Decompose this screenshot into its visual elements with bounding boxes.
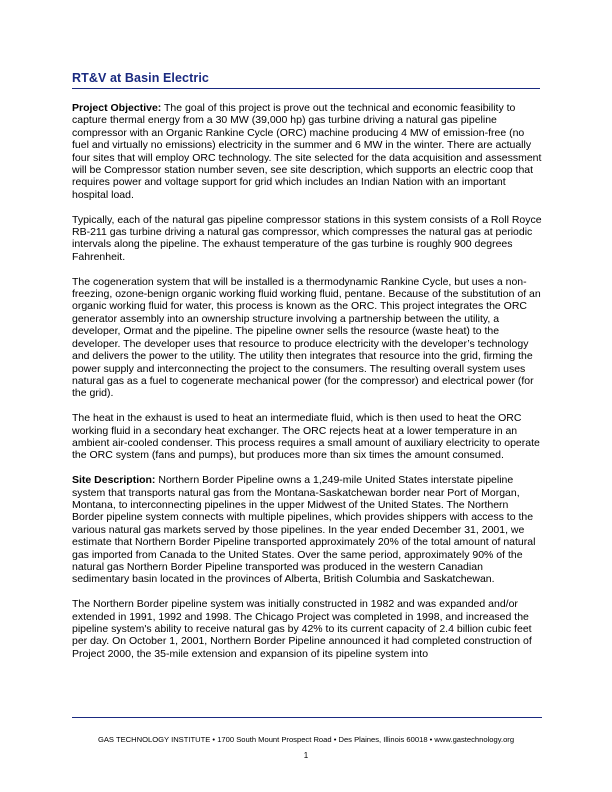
paragraph-text: Northern Border Pipeline owns a 1,249-mile United States interstate pipeline system that transports natural gas from the Montana-Saskatchewan border near Port of Morgan, Montana, to interconnecting pipelines in the upper Midwest of the United States. The Northern Border pipeline system connects with multiple pipelines, which provides shippers with access to the various natural gas markets served by those pipelines. In the year ended December 31, 2001, we estimate that Northern Border Pipeline transported approximately 20% of the total amount of natural gas imported from Canada to the United States. Over the same period, approximately 90% of the natural gas Northern Border Pipeline transported was produced in the western Canadian sedimentary basin located in the provinces of Alberta, British Columbia and Saskatchewan.	[72, 474, 536, 586]
paragraph-compressor-stations	[72, 214, 542, 264]
paragraph-text: The goal of this project is prove out the technical and economic feasibility to capture thermal energy from a 30 MW (39,000 hp) gas turbine driving a natural gas pipeline compressor with an Organic Rankine Cycle (ORC) machine producing 4 MW of emission-free (no fuel and virtually no emissions) electricity in the summer and 6 MW in the winter. There are actually four sites that will employ ORC technology. The site selected for the data acquisition and assessment will be Compressor station number seven, see site description, which supports an electric coop that requires power and voltage support for grid which includes an Indian Nation with an important hospital load.	[72, 102, 542, 201]
paragraph-text: The cogeneration system that will be installed is a thermodynamic Rankine Cycle, but uses a non-freezing, ozone-benign organic working fluid working fluid, pentane. Because of the substitution of an organic working fluid for water, this process is known as the ORC. This project integrates the ORC generator assembly into an ownership structure involving a partnership between the utility, a developer, Ormat and the pipeline. The pipeline owner sells the resource (waste heat) to the developer. The developer uses that resource to produce electricity with the developer’s technology and delivers the power to the utility. The utility then integrates that resource into the grid, firming the power supply and interconnecting the project to the consumers. The resulting overall system uses natural gas as a fuel to cogenerate mechanical power (for the compressor) and electrical power (for the grid).	[72, 275, 541, 400]
body-text	[72, 102, 542, 673]
paragraph-lead: Site Description:	[72, 474, 156, 487]
paragraph-exhaust-heat	[72, 412, 542, 462]
paragraph-cogeneration-system	[72, 276, 542, 400]
paragraph-pipeline-history	[72, 598, 542, 660]
section-heading: RT&V at Basin Electric	[72, 71, 540, 89]
page-footer: GAS TECHNOLOGY INSTITUTE • 1700 South Mount Prospect Road • Des Plaines, Illinois 60018 • www.gastechnology.org	[97, 735, 515, 744]
page-number: 1	[303, 751, 309, 760]
footer-divider	[72, 717, 542, 718]
paragraph-text: The Northern Border pipeline system was initially constructed in 1982 and was expanded and/or extended in 1991, 1992 and 1998. The Chicago Project was completed in 1998, and increased the pipeline system's ability to receive natural gas by 42% to its current capacity of 2.4 billion cubic feet per day. On October 1, 2001, Northern Border Pipeline announced it had completed construction of Project 2000, the 35-mile extension and expansion of its pipeline system into	[72, 598, 532, 660]
paragraph-text: The heat in the exhaust is used to heat an intermediate fluid, which is then used to heat the ORC working fluid in a secondary heat exchanger. The ORC rejects heat at a lower temperature in an ambient air-cooled condenser. This process requires a small amount of auxiliary electricity to operate the ORC system (fans and pumps), but produces more than six times the amount consumed.	[72, 412, 540, 462]
paragraph-lead: Project Objective:	[72, 102, 162, 114]
paragraph-project-objective	[72, 102, 542, 201]
paragraph-site-description	[72, 474, 542, 586]
paragraph-text: Typically, each of the natural gas pipeline compressor stations in this system consists of a Roll Royce RB-211 gas turbine driving a natural gas compressor, which compresses the natural gas at periodic intervals along the pipeline. The exhaust temperature of the gas turbine is roughly 900 degrees Fahrenheit.	[72, 213, 542, 263]
